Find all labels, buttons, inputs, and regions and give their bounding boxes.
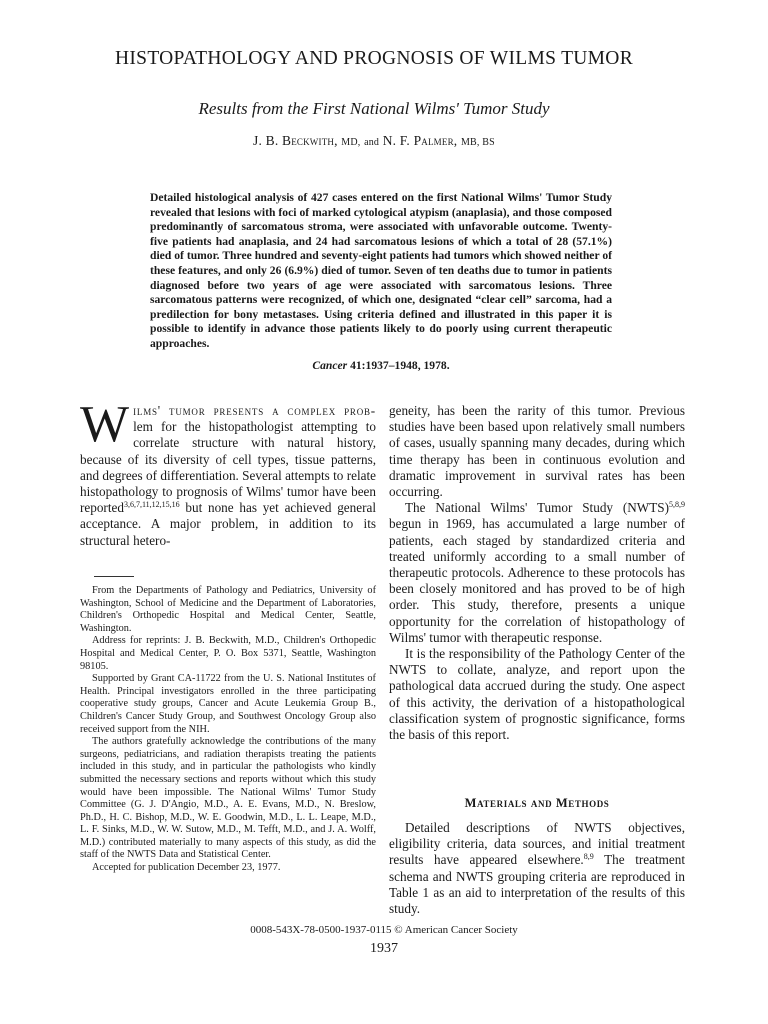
abstract: Detailed histological analysis of 427 cases entered on the first National Wilms' Tumor Study revealed that lesions with foci of marked cytological atypism (anaplasia), and those composed predominantly of sarcomatous stroma, were associated with unfavorable outcome. Twenty-five patients had anaplasia, and 24 had sarcomatous lesions of which a total of 28 (57.1%) died of tumor. Three hundred and seventy-eight patients had tumors which showed neither of these features, and only 26 (6.9%) died of tumor. Seven of ten deaths due to tumor in patients diagnosed before two years of age were associated with sarcomatous lesions. Three sarcomatous patterns were recognized, of which one, designated “clear cell” sarcoma, had a predilection for bony metastases. Using criteria defined and illustrated in this paper it is possible to identify in advance those patients likely to do poorly using current therapeutic approaches.: [150, 191, 612, 350]
page-number: 1937: [370, 941, 398, 956]
methods-paragraph: [389, 820, 685, 917]
article-title: HISTOPATHOLOGY AND PROGNOSIS OF WILMS TUMOR: [115, 48, 633, 69]
article-subtitle: Results from the First National Wilms' Tumor Study: [198, 99, 550, 118]
drop-cap: W: [80, 396, 130, 453]
author-conjunction: and: [364, 137, 380, 148]
section-heading-methods: Materials and Methods: [464, 796, 610, 810]
intro-paragraph: [80, 396, 376, 549]
nwts-ref-superscript: 5,8,9: [669, 500, 685, 510]
footnote-affiliation: From the Departments of Pathology and Pediatrics, University of Washington, School of Medicine and the Department of Laboratories, Children's Orthopedic Hospital and Medical Center, Seattle, Washington.: [80, 585, 376, 634]
footnote-reprints: Address for reprints: J. B. Beckwith, M.D., Children's Orthopedic Hospital and Medical Center, P. O. Box 5371, Seattle, Washington 98105.: [80, 635, 376, 672]
right-column: [389, 403, 685, 743]
copyright-line: 0008-543X-78-0500-1937-0115 © American Cancer Society: [250, 924, 518, 936]
citation: [150, 359, 612, 372]
intro-text-2: but none has yet achieved general acceptance. A major problem, in addition to its structural hetero-: [80, 500, 376, 548]
right-paragraph-3: It is the responsibility of the Pathology Center of the NWTS to collate, analyze, and report upon the pathological data accrued during the study. One aspect of this activity, the derivation of a histopathological classification system of prognostic significance, forms the basis of this report.: [389, 646, 685, 743]
nwts-text-b: begun in 1969, has accumulated a large number of patients, each staged by standardized criteria and treated uniformly according to a small number of therapeutic protocols. Adherence to these protocols has been closely monitored and has proved to be of high order. This study, therefore, presents a unique opportunity for the correlation of histopathology of Wilms' tumor with therapeutic response.: [389, 516, 685, 645]
intro-text-1: lem for the histopathologist attempting to correlate structure with natural history, because of its diversity of cell types, tissue patterns, and degrees of differentiation. Several attempts to relate histopathology to prognosis of Wilms' tumor have been reported: [80, 419, 376, 516]
footnote-accepted: Accepted for publication December 23, 1977.: [92, 862, 281, 874]
left-column: [80, 396, 376, 549]
methods-column: [389, 820, 685, 917]
footnotes: [80, 585, 376, 875]
author-2-name: N. F. Palmer,: [382, 133, 458, 148]
citation-reference: 41:1937–1948, 1978.: [350, 359, 450, 372]
citation-journal: Cancer: [312, 359, 348, 372]
footnote-funding: Supported by Grant CA-11722 from the U. S. National Institutes of Health. Principal investigators enrolled in the three participating cooperative study groups, Cancer and Acute Leukemia Group B., Children's Cancer Study Group, and Southwest Oncology Group also received support from the NIH.: [80, 673, 376, 735]
author-2-degree: MB, BS: [460, 137, 495, 148]
methods-text-a: Detailed descriptions of NWTS objectives, eligibility criteria, data sources, and initial treatment results have appeared elsewhere.: [389, 820, 685, 868]
right-paragraph-1: geneity, has been the rarity of this tumor. Previous studies have been based upon relatively small numbers of cases, usually spanning many decades, during which time therapy has been in continuous evolution and dramatic improvement in survival rates has been occurring.: [389, 403, 685, 500]
intro-lead-in: ilms' tumor presents a complex prob-: [133, 403, 376, 418]
author-1-degree: MD,: [341, 137, 361, 148]
right-paragraph-2: [389, 500, 685, 646]
nwts-text-a: The National Wilms' Tumor Study (NWTS): [405, 500, 669, 516]
methods-text-b: The treatment schema and NWTS grouping criteria are reproduced in Table 1 as an aid to interpretation of the results of this study.: [389, 852, 685, 917]
author-1-name: J. B. Beckwith,: [253, 133, 338, 148]
author-line: [80, 133, 668, 149]
footnote-divider: [94, 576, 134, 577]
methods-ref-superscript: 8,9: [583, 852, 594, 862]
footnote-acknowledgments: The authors gratefully acknowledge the contributions of the many surgeons, pediatricians, and radiation therapists treating the patients included in this study, and in particular the pathologists who kindly submitted the necessary sections and reports without which this study would have been impossible. The National Wilms' Tumor Study Committee (G. J. D'Angio, M.D., A. E. Evans, M.D., N. Breslow, Ph.D., H. C. Bishop, M.D., W. E. Goodwin, M.D., L. L. Leape, M.D., L. F. Sinks, M.D., W. W. Sutow, M.D., M. Tefft, M.D., and J. A. Wolff, M.D.) contributed materially to many aspects of this study, as did the staff of the NWTS Data and Statistical Center.: [80, 736, 376, 861]
intro-ref-superscript: 3,6,7,11,12,15,16: [123, 500, 180, 510]
